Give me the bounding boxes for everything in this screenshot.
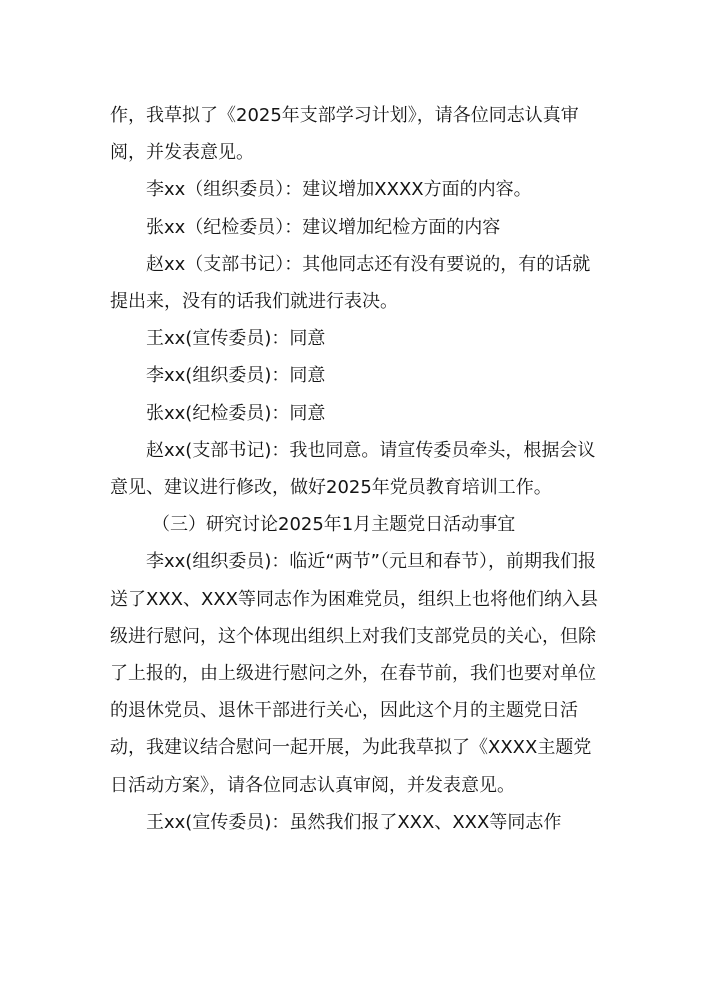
document-body (110, 97, 605, 841)
paragraph-zhao-conclusion: 赵xx(支部书记)：我也同意。请宣传委员牵头，根据会议意见、建议进行修改，做好2025年党员教育培训工作。 (110, 439, 596, 499)
paragraph-wang-agree: 王xx(宣传委员)：同意 (146, 328, 326, 350)
paragraph-li-proposal: 李xx(组织委员)：临近“两节”（元旦和春节），前期我们报送了XXX、XXX等同志作为困难党员，组织上也将他们纳入县级进行慰问，这个体现出组织上对我们支部党员的关心，但除了上报的，由上级进行慰问之外，在春节前，我们也要对单位的退休党员、退休干部进行关心，因此这个月的主题党日活动，我建议结合慰问一起开展，为此我草拟了《XXXX主题党日活动方案》，请各位同志认真审阅，并发表意见。 (110, 551, 598, 796)
paragraph-zhang-agree: 张xx(纪检委员)：同意 (146, 402, 326, 424)
section-heading-three: （三）研究讨论2025年1月主题党日活动事宜 (152, 514, 516, 536)
paragraph-li-suggestion: 李xx（组织委员）：建议增加XXXX方面的内容。 (146, 179, 532, 201)
paragraph-li-agree: 李xx(组织委员)：同意 (146, 365, 326, 387)
paragraph-plan-review: 作，我草拟了《2025年支部学习计划》，请各位同志认真审阅，并发表意见。 (110, 105, 579, 164)
paragraph-zhang-suggestion: 张xx（纪检委员）：建议增加纪检方面的内容 (146, 216, 501, 238)
paragraph-zhao-call-vote: 赵xx（支部书记）：其他同志还有没有要说的，有的话就提出来，没有的话我们就进行表决。 (110, 253, 591, 313)
paragraph-wang-response: 王xx(宣传委员)：虽然我们报了XXX、XXX等同志作 (146, 811, 562, 833)
